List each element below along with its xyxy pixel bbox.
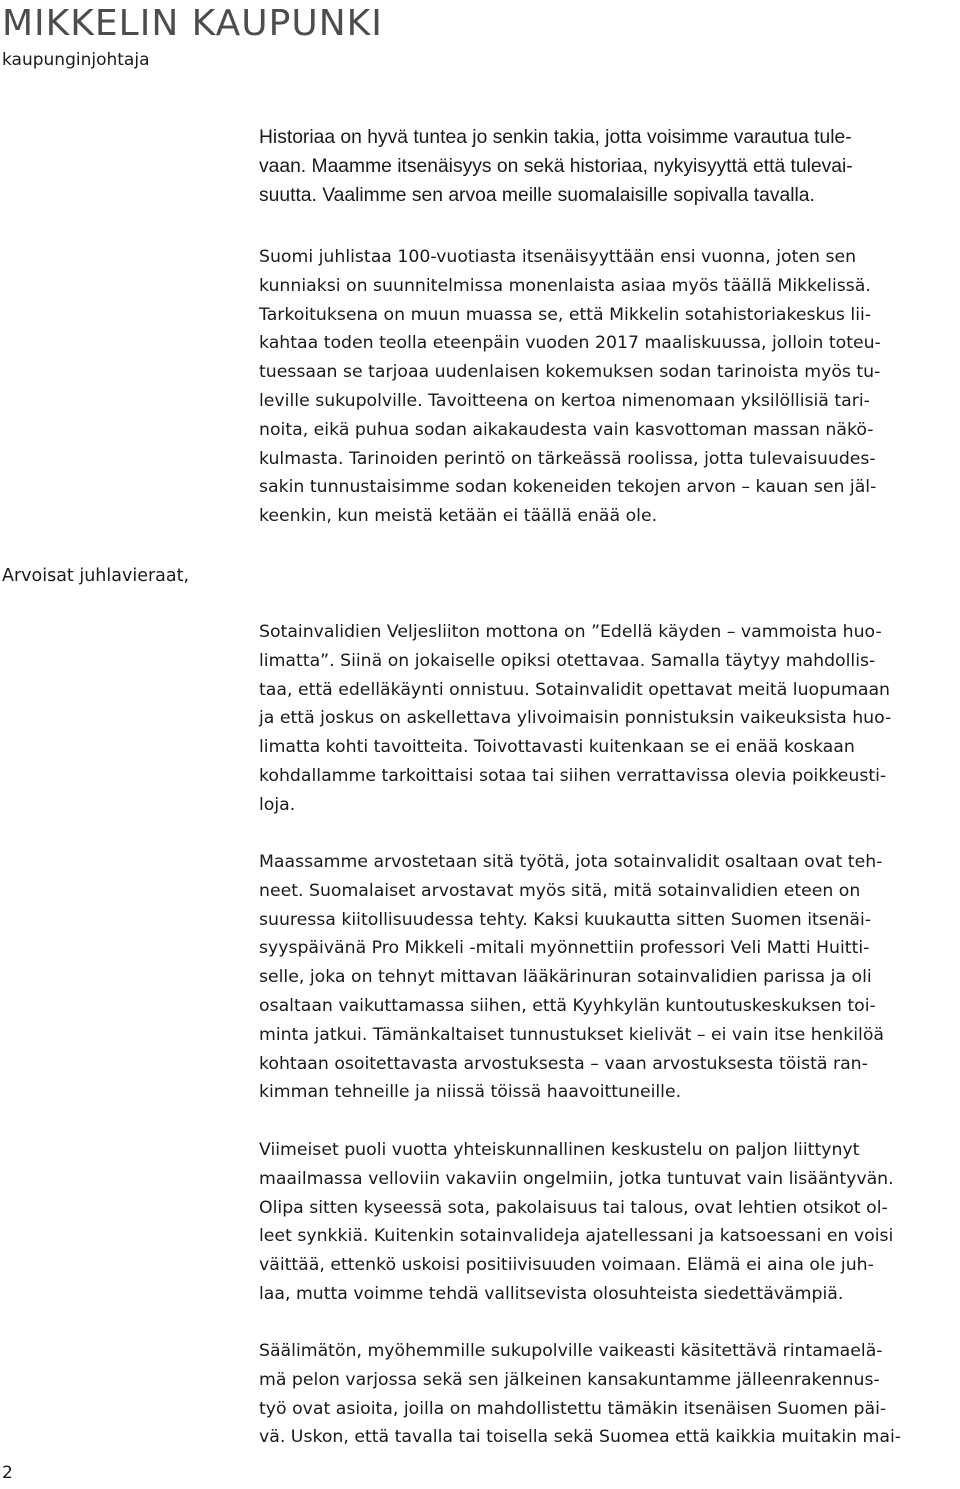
text-line: suutta. Vaalimme sen arvoa meille suomalaisille sopivalla tavalla. [259, 184, 815, 206]
text-line: Suomi juhlistaa 100-vuotiasta itsenäisyyttään ensi vuonna, joten sen [259, 247, 857, 267]
page-number: 2 [2, 1463, 13, 1483]
text-line: loja. [259, 794, 296, 815]
text-line: vä. Uskon, että tavalla tai toisella sekä Suomea että kaikkia muitakin mai- [259, 1427, 902, 1448]
paragraph-centenary [259, 243, 957, 531]
text-line: tuessaan se tarjoaa uudenlaisen kokemuksen sodan tarinoista myös tu- [259, 362, 881, 383]
text-line: syyspäivänä Pro Mikkeli -mitali myönnettiin professori Veli Matti Huitti- [259, 938, 870, 959]
text-line: leville sukupolville. Tavoitteena on kertoa nimenomaan yksilöllisiä tari- [259, 390, 870, 411]
text-line: suuressa kiitollisuudessa tehty. Kaksi kuukautta sitten Suomen itsenäi- [259, 909, 872, 930]
paragraph-recent-discussion [259, 1136, 957, 1309]
text-line: laa, mutta voimme tehdä vallitsevista olosuhteista siedettävämpiä. [259, 1283, 844, 1304]
paragraph-appreciation [259, 848, 957, 1107]
text-line: kunniaksi on suunnitelmissa monenlaista asiaa myös täällä Mikkelissä. [259, 275, 871, 296]
text-line: Viimeiset puoli vuotta yhteiskunnallinen keskustelu on paljon liittynyt [259, 1140, 860, 1160]
text-line: Olipa sitten kyseessä sota, pakolaisuus tai talous, ovat lehtien otsikot ol- [259, 1197, 888, 1218]
text-line: Maassamme arvostetaan sitä työtä, jota sotainvalidit osaltaan ovat teh- [259, 852, 883, 872]
text-line: neet. Suomalaiset arvostavat myös sitä, mitä sotainvalidien eteen on [259, 880, 861, 901]
city-logo: MIKKELIN KAUPUNKI [2, 3, 383, 44]
paragraph-history [259, 124, 957, 210]
author-title: kaupunginjohtaja [2, 50, 150, 70]
text-line: sakin tunnustaisimme sodan kokeneiden tekojen arvon – kauan sen jäl- [259, 477, 877, 498]
text-line: kahtaa toden teolla eteenpäin vuoden 2017 maaliskuussa, jolloin toteu- [259, 333, 881, 354]
text-line: Säälimätön, myöhemmille sukupolville vaikeasti käsitettävä rintamaelä- [259, 1341, 883, 1361]
text-line: ja että joskus on askellettava ylivoimaisin ponnistuksin vaikeuksista huo- [259, 708, 892, 729]
text-line: kohdallamme tarkoittaisi sotaa tai siihen verrattavissa olevia poikkeusti- [259, 765, 887, 786]
text-line: kulmasta. Tarinoiden perintö on tärkeässä roolissa, jotta tulevaisuudes- [259, 448, 876, 469]
text-line: limatta kohti tavoitteita. Toivottavasti kuitenkaan se ei enää koskaan [259, 737, 855, 758]
text-line: osaltaan vaikuttamassa siihen, että Kyyhkylän kuntoutuskeskuksen toi- [259, 995, 876, 1016]
text-line: työ ovat asioita, joilla on mahdollistettu tämäkin itsenäisen Suomen päi- [259, 1398, 887, 1419]
text-line: keenkin, kun meistä ketään ei täällä enää ole. [259, 506, 658, 527]
text-line: vaan. Maamme itsenäisyys on sekä historiaa, nykyisyyttä että tulevai- [259, 155, 853, 177]
text-line: Sotainvalidien Veljesliiton mottona on ”Edellä käyden – vammoista huo- [259, 622, 882, 642]
text-line: taa, että edelläkäynti onnistuu. Sotainvalidit opettavat meitä luopumaan [259, 679, 890, 700]
paragraph-veterans-motto [259, 618, 957, 820]
text-line: selle, joka on tehnyt mittavan lääkärinuran sotainvalidien parissa ja oli [259, 967, 872, 988]
text-line: noita, eikä puhua sodan aikakaudesta vain kasvottoman massan näkö- [259, 419, 874, 440]
text-line: Historiaa on hyvä tuntea jo senkin takia, jotta voisimme varautua tule- [259, 127, 852, 148]
greeting: Arvoisat juhlavieraat, [2, 566, 190, 586]
text-line: mä pelon varjossa sekä sen jälkeinen kansakuntamme jälleenrakennus- [259, 1369, 880, 1390]
text-line: Tarkoituksena on muun muassa se, että Mikkelin sotahistoriakeskus lii- [259, 304, 872, 325]
text-line: kimman tehneille ja niissä töissä haavoittuneille. [259, 1082, 682, 1103]
text-line: leet synkkiä. Kuitenkin sotainvalideja ajatellessani ja katsoessani en voisi [259, 1226, 894, 1247]
paragraph-front-life [259, 1337, 957, 1452]
text-line: maailmassa velloviin vakaviin ongelmiin, jotka tuntuvat vain lisääntyvän. [259, 1168, 894, 1189]
text-line: minta jatkui. Tämänkaltaiset tunnustukset kielivät – ei vain itse henkilöä [259, 1024, 885, 1045]
text-line: kohtaan osoitettavasta arvostuksesta – vaan arvostuksesta töistä ran- [259, 1053, 868, 1074]
text-line: väittää, ettenkö uskoisi positiivisuuden voimaan. Elämä ei aina ole juh- [259, 1255, 874, 1276]
text-line: limatta”. Siinä on jokaiselle opiksi otettavaa. Samalla täytyy mahdollis- [259, 650, 876, 671]
